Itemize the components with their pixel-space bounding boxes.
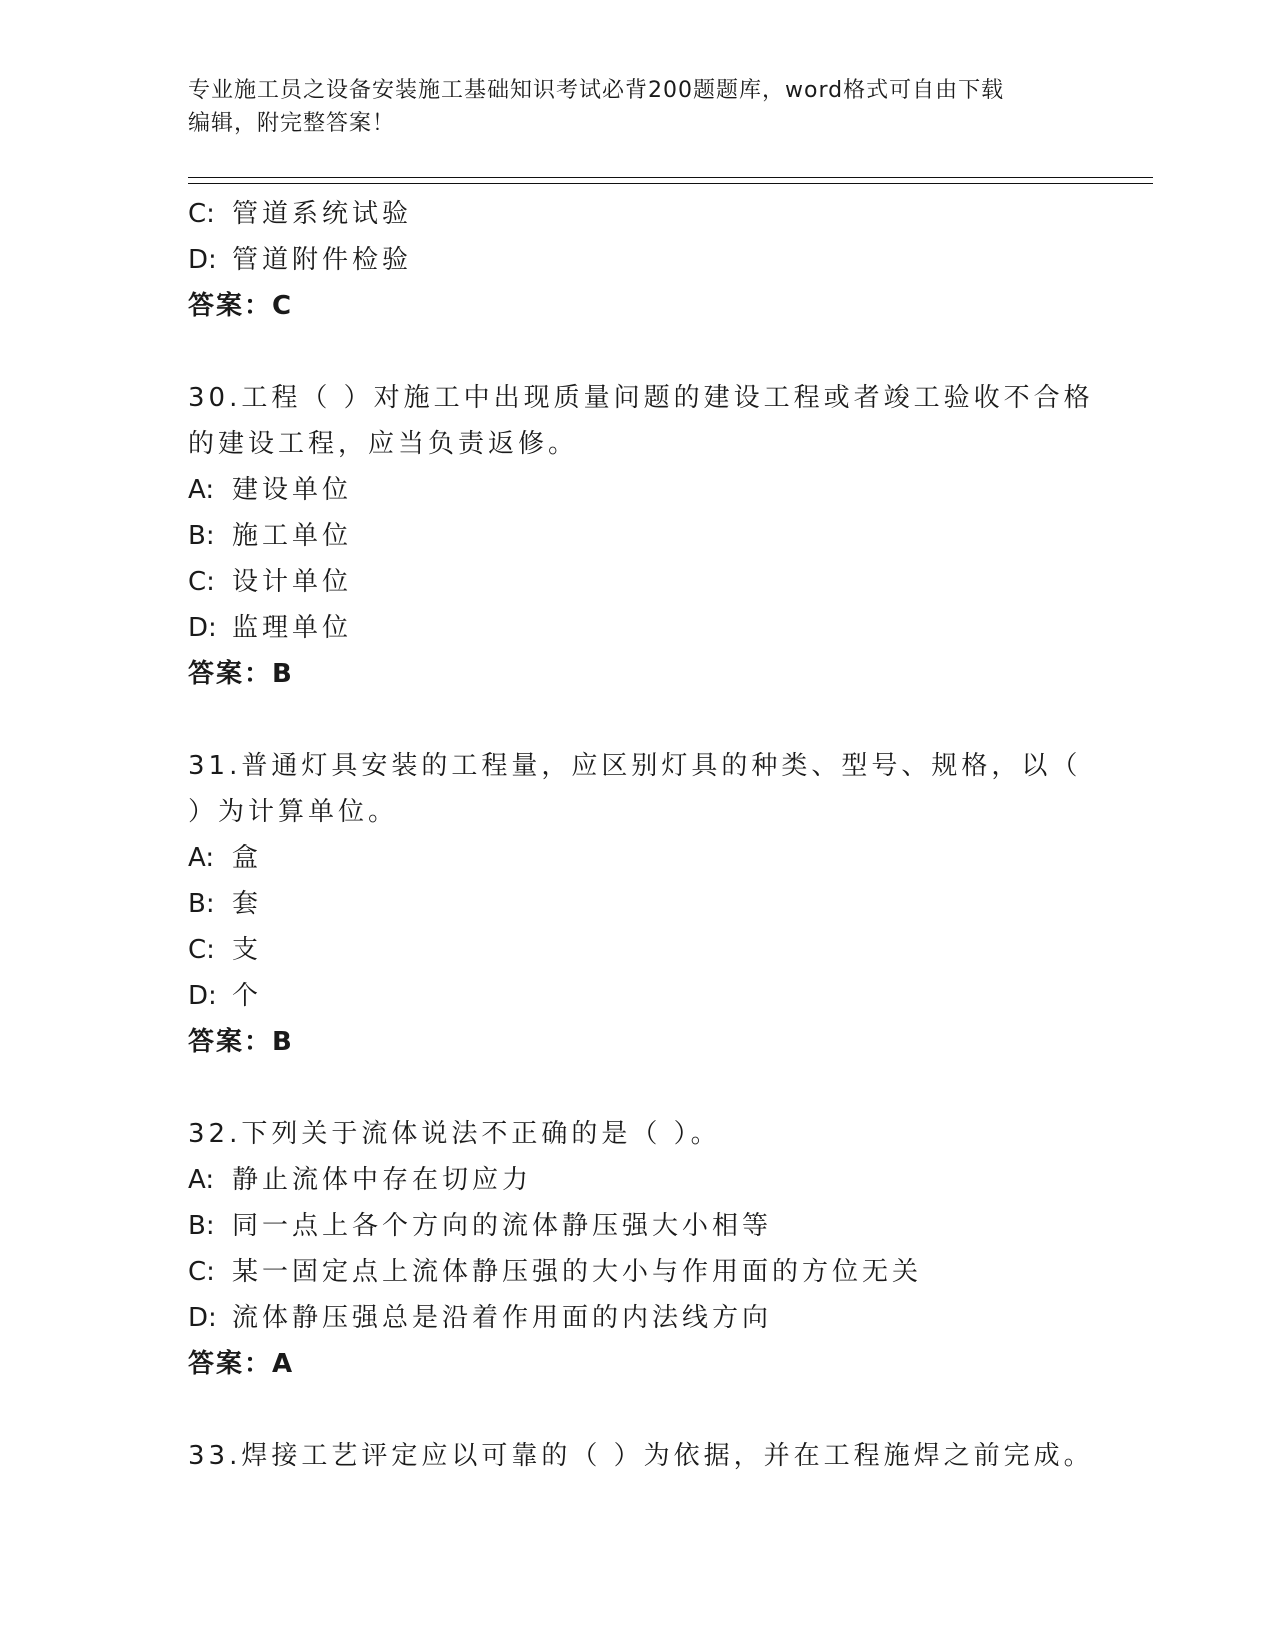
question-29-continued bbox=[188, 191, 1078, 329]
answer-line: 答案：C bbox=[188, 291, 294, 321]
option-key: A: bbox=[188, 475, 215, 505]
option-b bbox=[188, 513, 1078, 559]
option-key: B: bbox=[188, 1211, 215, 1241]
answer-line: 答案：B bbox=[188, 1027, 294, 1057]
question-text-line: ）为计算单位。 bbox=[188, 797, 399, 827]
option-text: 建设单位 bbox=[232, 475, 353, 505]
option-text: 个 bbox=[232, 981, 263, 1011]
option-c bbox=[188, 559, 1078, 605]
option-key: C: bbox=[188, 199, 215, 229]
option-c bbox=[188, 1249, 1078, 1295]
document-header bbox=[188, 74, 1078, 140]
option-text: 流体静压强总是沿着作用面的内法线方向 bbox=[232, 1303, 773, 1333]
spacer bbox=[188, 329, 1078, 375]
option-text: 施工单位 bbox=[232, 521, 353, 551]
option-c bbox=[188, 191, 1078, 237]
spacer bbox=[188, 1065, 1078, 1111]
question-31 bbox=[188, 743, 1082, 1065]
answer-line: 答案：B bbox=[188, 659, 294, 689]
option-key: B: bbox=[188, 889, 215, 919]
answer-line: 答案：A bbox=[188, 1349, 295, 1379]
option-key: B: bbox=[188, 521, 215, 551]
option-text: 支 bbox=[232, 935, 263, 965]
question-text-line: 30.工程（ ）对施工中出现质量问题的建设工程或者竣工验收不合格 bbox=[188, 383, 1094, 413]
option-text: 设计单位 bbox=[232, 567, 353, 597]
option-key: C: bbox=[188, 1257, 215, 1287]
question-text-line: 的建设工程，应当负责返修。 bbox=[188, 429, 579, 459]
option-key: A: bbox=[188, 843, 215, 873]
header-line-1: 专业施工员之设备安装施工基础知识考试必背200题题库，word格式可自由下载 bbox=[188, 78, 1005, 103]
question-30 bbox=[188, 375, 1094, 697]
option-text: 套 bbox=[232, 889, 263, 919]
option-text: 监理单位 bbox=[232, 613, 353, 643]
header-divider-bottom bbox=[188, 183, 1153, 184]
header-line-2: 编辑，附完整答案！ bbox=[188, 111, 396, 136]
option-key: D: bbox=[188, 981, 217, 1011]
question-text-line: 33.焊接工艺评定应以可靠的（ ）为依据，并在工程施焊之前完成。 bbox=[188, 1441, 1094, 1471]
option-text: 某一固定点上流体静压强的大小与作用面的方位无关 bbox=[232, 1257, 923, 1287]
question-text-line: 31.普通灯具安装的工程量，应区别灯具的种类、型号、规格，以（ bbox=[188, 751, 1082, 781]
question-text-line: 32.下列关于流体说法不正确的是（ ）。 bbox=[188, 1119, 721, 1149]
document-body bbox=[188, 191, 1094, 1479]
option-a bbox=[188, 1157, 1078, 1203]
option-b bbox=[188, 881, 1078, 927]
spacer bbox=[188, 1387, 1078, 1433]
option-text: 盒 bbox=[232, 843, 263, 873]
option-key: C: bbox=[188, 935, 215, 965]
option-d bbox=[188, 973, 1078, 1019]
option-text: 管道系统试验 bbox=[232, 199, 413, 229]
option-key: D: bbox=[188, 1303, 217, 1333]
option-a bbox=[188, 467, 1078, 513]
spacer bbox=[188, 697, 1078, 743]
option-a bbox=[188, 835, 1078, 881]
option-d bbox=[188, 237, 1078, 283]
option-key: D: bbox=[188, 245, 217, 275]
header-divider-top bbox=[188, 177, 1153, 178]
option-text: 静止流体中存在切应力 bbox=[232, 1165, 533, 1195]
option-text: 同一点上各个方向的流体静压强大小相等 bbox=[232, 1211, 773, 1241]
option-c bbox=[188, 927, 1078, 973]
option-d bbox=[188, 605, 1078, 651]
option-text: 管道附件检验 bbox=[232, 245, 413, 275]
option-key: C: bbox=[188, 567, 215, 597]
question-32 bbox=[188, 1111, 1078, 1387]
option-key: D: bbox=[188, 613, 217, 643]
option-key: A: bbox=[188, 1165, 215, 1195]
option-b bbox=[188, 1203, 1078, 1249]
option-d bbox=[188, 1295, 1078, 1341]
question-33 bbox=[188, 1433, 1094, 1479]
